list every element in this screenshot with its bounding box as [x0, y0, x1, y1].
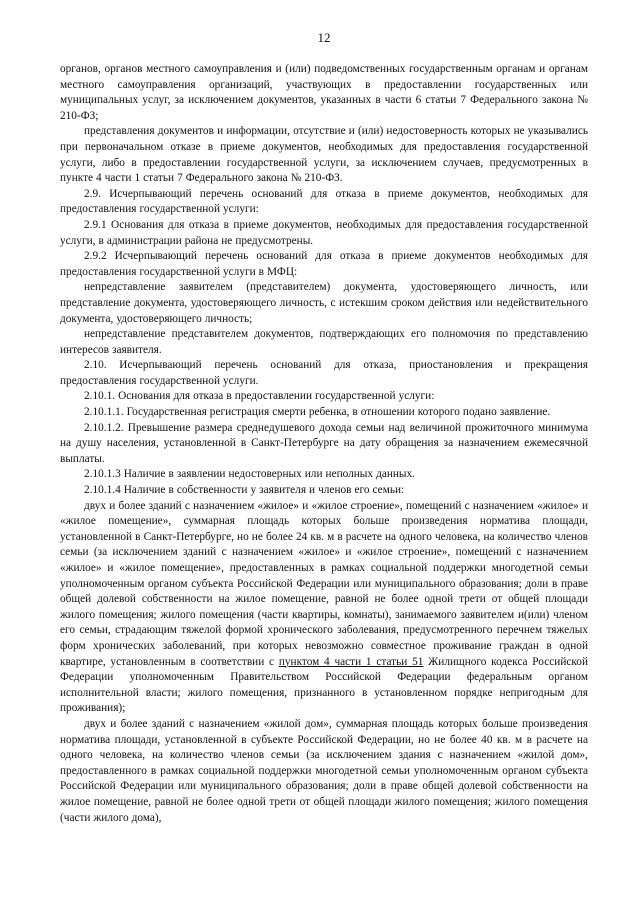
paragraph: 2.9.2 Исчерпывающий перечень оснований для отказа в приеме документов необходимых для предоставления государственной услуги в МФЦ: [60, 250, 588, 278]
paragraph: непредставление представителем документов, подтверждающих его полномочия по представлению интересов заявителя. [60, 328, 588, 356]
paragraph: представления документов и информации, отсутствие и (или) недостоверность которых не указывались при первоначальном отказе в приеме документов, необходимых для предоставления государственной услуги, либо в предоставлении государственной услуги, за исключением случаев, предусмотренных в пункте 4 части 1 статьи 7 Федерального закона № 210-ФЗ. [60, 125, 588, 185]
paragraph-text-before: двух и более зданий с назначением «жилое» и «жилое строение», помещений с назначением «жилое» и «жилое помещение», суммарная площадь которых больше произведения норматива площади, установленной в Санкт-Петербурге, но не более 24 кв. м в расчете на одного человека, на количество членов семьи (за исключением зданий с назначением «жилое» и «жилое строение», помещений с назначением «жилое» и «жилое помещение», предоставленных в рамках социальной поддержки многодетной семьи уполномоченным органом субъекта Российской Федерации или муниципального образования; доли в праве общей долевой собственности на жилое помещение, равной не более одной трети от общей площади жилого помещения; жилого помещения (части квартиры, комнаты), занимаемого заявителем и(или) членом его семьи, страдающим тяжелой формой хронического заболевания, предусмотренного перечнем тяжелых форм хронических заболеваний, при которых невозможно совместное проживание граждан в одной квартире, установленным в соответствии с [60, 499, 588, 668]
paragraph-text-after: Жилищного кодекса Российской Федерации уполномоченным Правительством Российской Федерации федеральным органом исполнительной власти; жилого помещения, признанного в установленном порядке непригодным для проживания); [60, 655, 588, 715]
paragraph: 2.10.1. Основания для отказа в предоставлении государственной услуги: [84, 390, 435, 403]
paragraph: двух и более зданий с назначением «жилой дом», суммарная площадь которых больше произведения норматива площади, установленной в субъекте Российской Федерации, но не более 40 кв. м в расчете на одного человека, на количество членов семьи (за исключением здания с назначением «жилой дом», предоставленного в рамках социальной поддержки многодетной семьи уполномоченным органом субъекта Российской Федерации или муниципального образования; доли в праве общей долевой собственности на жилое помещение, равной не более одной трети от общей площади жилого помещения; жилого помещения (части жилого дома), [60, 717, 588, 824]
paragraph: 2.10.1.4 Наличие в собственности у заявителя и членов его семьи: [84, 484, 405, 497]
paragraph: органов, органов местного самоуправления и (или) подведомственных государственным органам и органам местного самоуправления организаций, участвующих в предоставлении государственных или муниципальных услуг, за исключением документов, указанных в части 6 статьи 7 Федерального закона № 210-ФЗ; [60, 63, 588, 122]
paragraph: 2.10.1.3 Наличие в заявлении недостоверных или неполных данных. [84, 468, 415, 481]
paragraph-with-link [60, 499, 588, 717]
paragraph: 2.9. Исчерпывающий перечень оснований для отказа в приеме документов, необходимых для предоставления государственной услуги: [60, 187, 588, 216]
paragraph: 2.10.1.1. Государственная регистрация смерти ребенка, в отношении которого подано заявление. [84, 406, 551, 419]
paragraph: 2.10.1.2. Превышение размера среднедушевого дохода семьи над величиной прожиточного минимума на душу населения, установленной в Санкт-Петербурге на дату обращения за назначением ежемесячной выплаты. [60, 421, 588, 465]
law-reference-link[interactable]: пунктом 4 части 1 статьи 51 [278, 655, 424, 668]
page-number: 12 [317, 30, 331, 45]
paragraph: 2.10. Исчерпывающий перечень оснований для отказа, приостановления и прекращения предоставления государственной услуги. [60, 359, 588, 387]
paragraph: 2.9.1 Основания для отказа в приеме документов, необходимых для предоставления государственной услуги, в администрации района не предусмотрены. [60, 218, 588, 247]
paragraph: непредставление заявителем (представителем) документа, удостоверяющего личность, или представление документа, удостоверяющего личность, с истекшим сроком действия или недействительного документа, удостоверяющего личность; [60, 281, 588, 325]
